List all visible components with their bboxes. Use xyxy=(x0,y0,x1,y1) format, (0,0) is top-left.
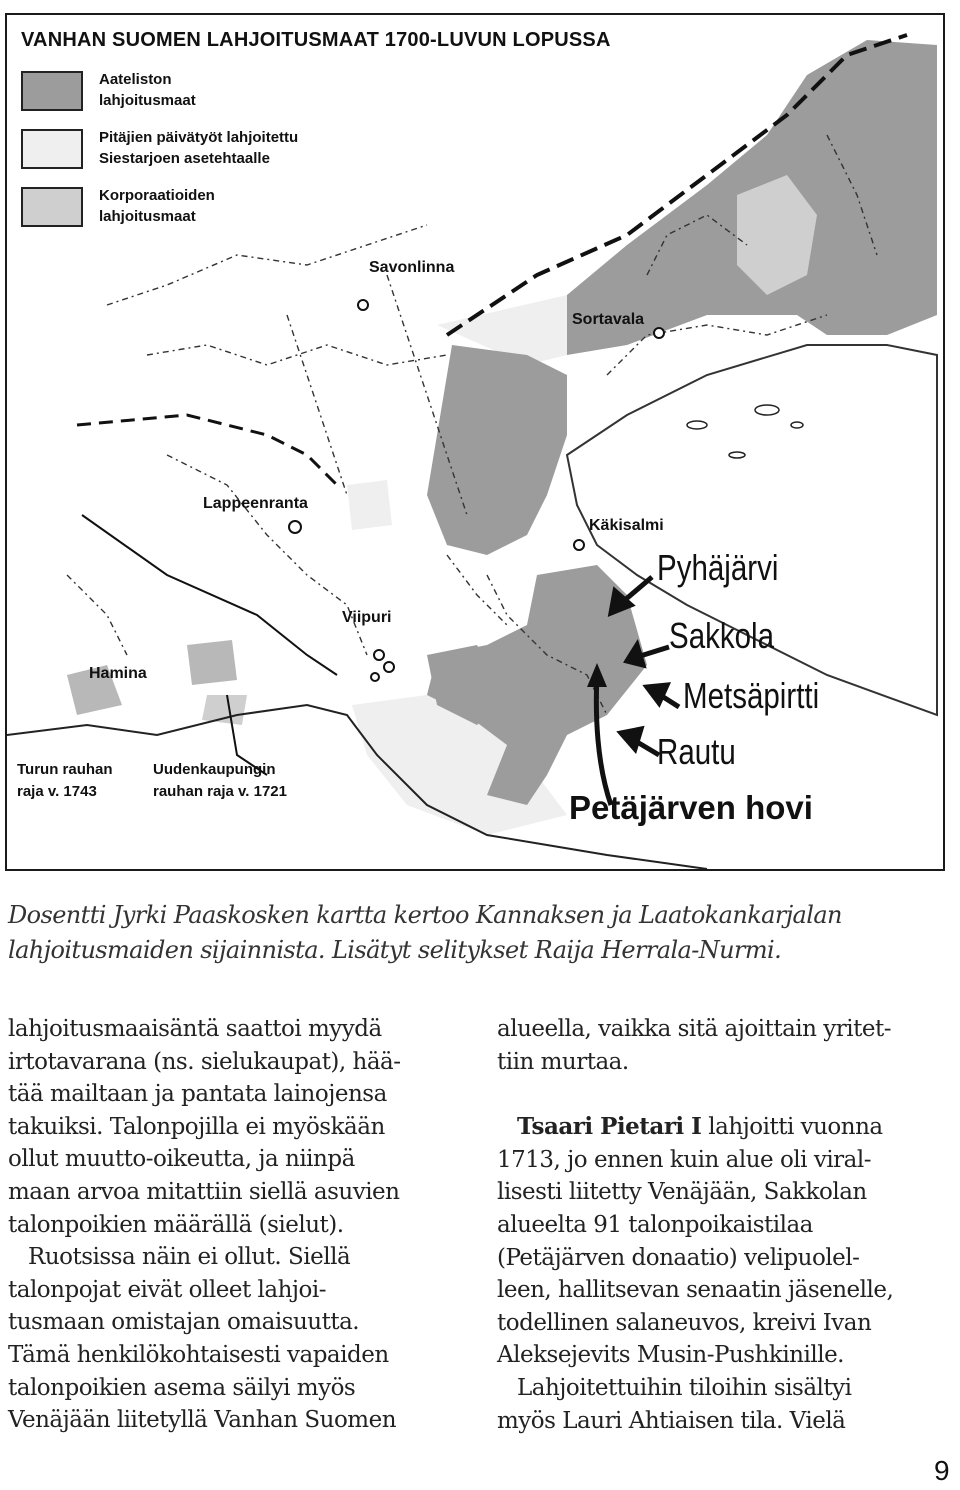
legend-swatch-arms-factory xyxy=(21,129,83,169)
map-title: VANHAN SUOMEN LAHJOITUSMAAT 1700-LUVUN LOPUSSA xyxy=(21,29,611,51)
left-column xyxy=(8,1013,463,1437)
legend-label-nobility-line1: Aateliston xyxy=(99,71,172,88)
annotation-metsapirtti: Metsäpirtti xyxy=(683,675,820,716)
page-number: 9 xyxy=(934,1455,950,1486)
map-figure xyxy=(5,13,945,871)
right-paragraph-1: alueella, vaikka sitä ajoittain yritet- tiin murtaa. xyxy=(497,1016,891,1075)
figure-caption xyxy=(8,898,953,968)
legend-label-nobility-line2: lahjoitusmaat xyxy=(99,92,196,109)
annotation-petajarven-hovi: Petäjärven hovi xyxy=(569,789,813,826)
annotation-rautu: Rautu xyxy=(657,731,736,772)
legend-label-arms-factory-line1: Pitäjien päivätyöt lahjoitettu xyxy=(99,129,299,146)
paragraph-gap xyxy=(497,1078,952,1111)
right-paragraph-3: Lahjoitettuihin tiloihin sisältyi myös Lauri Ahtiaisen tila. Vielä xyxy=(497,1374,852,1434)
caption-line-1: Dosentti Jyrki Paaskosken kartta kertoo Kannaksen ja Laatokankarjalan xyxy=(8,901,842,929)
place-savonlinna: Savonlinna xyxy=(369,259,455,276)
place-hamina: Hamina xyxy=(89,665,147,682)
legend-label-corporations-line2: lahjoitusmaat xyxy=(99,208,196,225)
border-label-turku: Turun rauhan raja v. 1743 xyxy=(17,761,113,800)
left-paragraph-1: lahjoitusmaaisäntä saattoi myydä irtotavarana (ns. sielukaupat), hää- tää mailtaan ja pantata lainojensa takuiksi. Talonpojilla ei myöskään ollut muutto-oikeutta, ja niinpä maan arvoa mitattiin siellä asuvien talonpoikien määrällä (sielut). xyxy=(8,1016,401,1238)
caption-line-2: lahjoitusmaiden sijainnista. Lisätyt selitykset Raija Herrala-Nurmi. xyxy=(8,936,782,964)
place-kakisalmi: Käkisalmi xyxy=(589,517,664,534)
border-label-uusikaupunki: Uudenkaupungin rauhan raja v. 1721 xyxy=(153,761,287,800)
place-viipuri: Viipuri xyxy=(342,609,392,626)
right-paragraph-2: Tsaari Pietari I lahjoitti vuonna 1713, jo ennen kuin alue oli viral- lisesti liitetty Venäjään, Sakkolan alueelta 91 talonpoikaistilaa (Petäjärven donaatio) velipuolel- leen, hallitsevan senaatin jäsenelle, todellinen salaneuvos, kreivi Ivan Aleksejevits Musin-Pushkinille. xyxy=(497,1113,894,1369)
annotation-pyhajarvi: Pyhäjärvi xyxy=(657,547,779,588)
left-paragraph-2: Ruotsissa näin ei ollut. Siellä talonpojat eivät olleet lahjoi- tusmaan omistajan omaisuutta. Tämä henkilökohtaisesti vapaiden talonpoikien asema säilyi myös Venäjään liitetyllä Vanhan Suomen xyxy=(8,1244,397,1434)
legend-label-arms-factory-line2: Siestarjoen asetehtaalle xyxy=(99,150,270,167)
emphasis-tsaari: Tsaari Pietari I xyxy=(517,1113,702,1141)
legend-swatch-corporations xyxy=(21,187,83,227)
legend-swatch-nobility xyxy=(21,71,83,111)
annotation-sakkola: Sakkola xyxy=(669,615,775,656)
legend-label-corporations-line1: Korporaatioiden xyxy=(99,187,215,204)
place-sortavala: Sortavala xyxy=(572,311,645,328)
right-column xyxy=(497,1013,952,1437)
place-lappeenranta: Lappeenranta xyxy=(203,495,308,512)
